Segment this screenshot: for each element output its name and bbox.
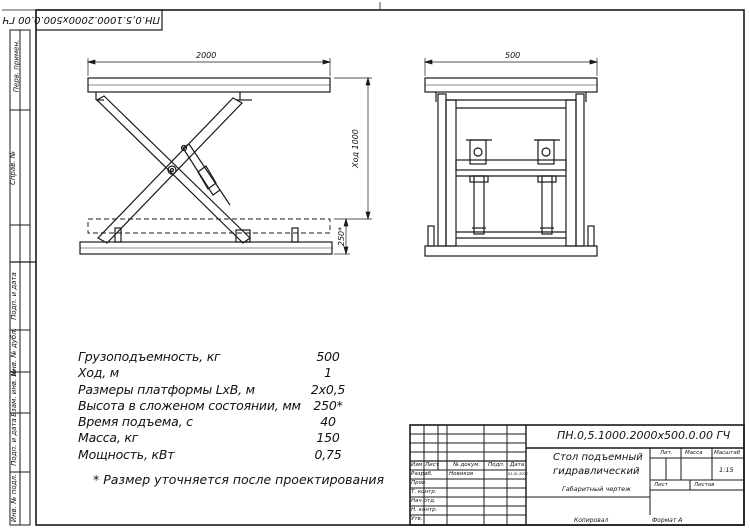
sheet-label: Лист bbox=[654, 482, 668, 488]
specs-list bbox=[78, 349, 348, 463]
spec-row bbox=[78, 382, 348, 398]
row-prov: Пров. bbox=[411, 480, 427, 486]
spec-value: 1 bbox=[324, 365, 332, 381]
dim-folded-height: 250* bbox=[337, 226, 347, 247]
col-docum: № докум. bbox=[453, 462, 481, 468]
spec-label: Размеры платформы LxB, м bbox=[78, 381, 255, 397]
title-name-2: гидравлический bbox=[553, 466, 640, 477]
spec-value: 0,75 bbox=[314, 446, 342, 462]
col-izm: Изм bbox=[411, 462, 423, 468]
front-view-lift-table bbox=[425, 78, 597, 256]
title-name-1: Стол подъемный bbox=[553, 452, 643, 463]
row-t-kontr: Т. контр. bbox=[411, 489, 437, 495]
col-podp: Подп. bbox=[488, 462, 505, 468]
developer-name: Новиков bbox=[449, 471, 474, 477]
dim-stroke: Ход 1000 bbox=[350, 129, 360, 168]
row-nach-otd: Нач.отд. bbox=[411, 498, 436, 504]
spec-value: 40 bbox=[320, 414, 336, 430]
spec-row bbox=[78, 430, 348, 446]
stamp-label-inv-dubl: Инв. № дубл. bbox=[9, 328, 18, 376]
dim-platform-length: 2000 bbox=[196, 51, 217, 60]
row-utv: Утв. bbox=[411, 516, 423, 522]
spec-label: Ход, м bbox=[78, 365, 120, 381]
lit-header: Лит. bbox=[660, 450, 673, 456]
col-list: Лист bbox=[425, 462, 439, 468]
title-code: ПН.0,5.1000.2000х500.0.00 ГЧ bbox=[557, 429, 731, 442]
scale-header: Масштаб bbox=[714, 450, 741, 456]
spec-row bbox=[78, 414, 348, 430]
spec-label: Мощность, кВт bbox=[78, 446, 175, 462]
spec-label: Масса, кг bbox=[78, 430, 139, 446]
rotated-drawing-code: ПН.0,5.1000.2000х500.0.00 ГЧ bbox=[2, 14, 160, 25]
scale-value: 1:15 bbox=[719, 466, 734, 474]
spec-value: 500 bbox=[316, 349, 340, 364]
spec-label: Высота в сложеном состоянии, мм bbox=[78, 397, 301, 413]
copied-label: Копировал bbox=[574, 517, 609, 524]
title-doc-type: Габаритный чертеж bbox=[562, 485, 632, 493]
row-n-kontr: Н. контр. bbox=[411, 507, 438, 513]
spec-label: Время подъема, с bbox=[78, 414, 193, 430]
spec-value: 250* bbox=[313, 397, 343, 413]
dimension-lines-side bbox=[88, 58, 372, 254]
spec-value: 2х0,5 bbox=[310, 381, 346, 397]
mass-header: Масса bbox=[685, 450, 703, 456]
developer-date: 01.01.2021 bbox=[508, 472, 529, 476]
sheets-label: Листов bbox=[694, 482, 715, 488]
stamp-label-podp-data-2: Подп. и дата bbox=[9, 418, 18, 466]
stamp-label-podp-data-1: Подп. и дата bbox=[9, 272, 18, 320]
spec-row bbox=[78, 398, 348, 414]
row-razrab: Разраб. bbox=[411, 471, 433, 477]
side-view-lift-table bbox=[80, 78, 332, 254]
spec-row bbox=[78, 447, 348, 463]
footnote: * Размер уточняется после проектирования bbox=[93, 472, 385, 487]
stamp-label-sprav-no: Справ. № bbox=[9, 150, 18, 186]
spec-row bbox=[78, 349, 348, 365]
format-label: Формат А bbox=[652, 517, 683, 524]
col-data: Дата bbox=[510, 462, 525, 468]
stamp-label-inv-podl: Инв. № подл. bbox=[10, 473, 19, 523]
stamp-label-perv-primen: Перв. примен. bbox=[12, 39, 21, 93]
dim-platform-width: 500 bbox=[505, 51, 521, 60]
spec-label: Грузоподъемность, кг bbox=[78, 349, 221, 364]
spec-row bbox=[78, 365, 348, 381]
dimension-lines-front bbox=[425, 58, 597, 76]
stamp-label-vzam-inv: Взам. инв. № bbox=[9, 369, 18, 417]
spec-value: 150 bbox=[316, 430, 340, 446]
